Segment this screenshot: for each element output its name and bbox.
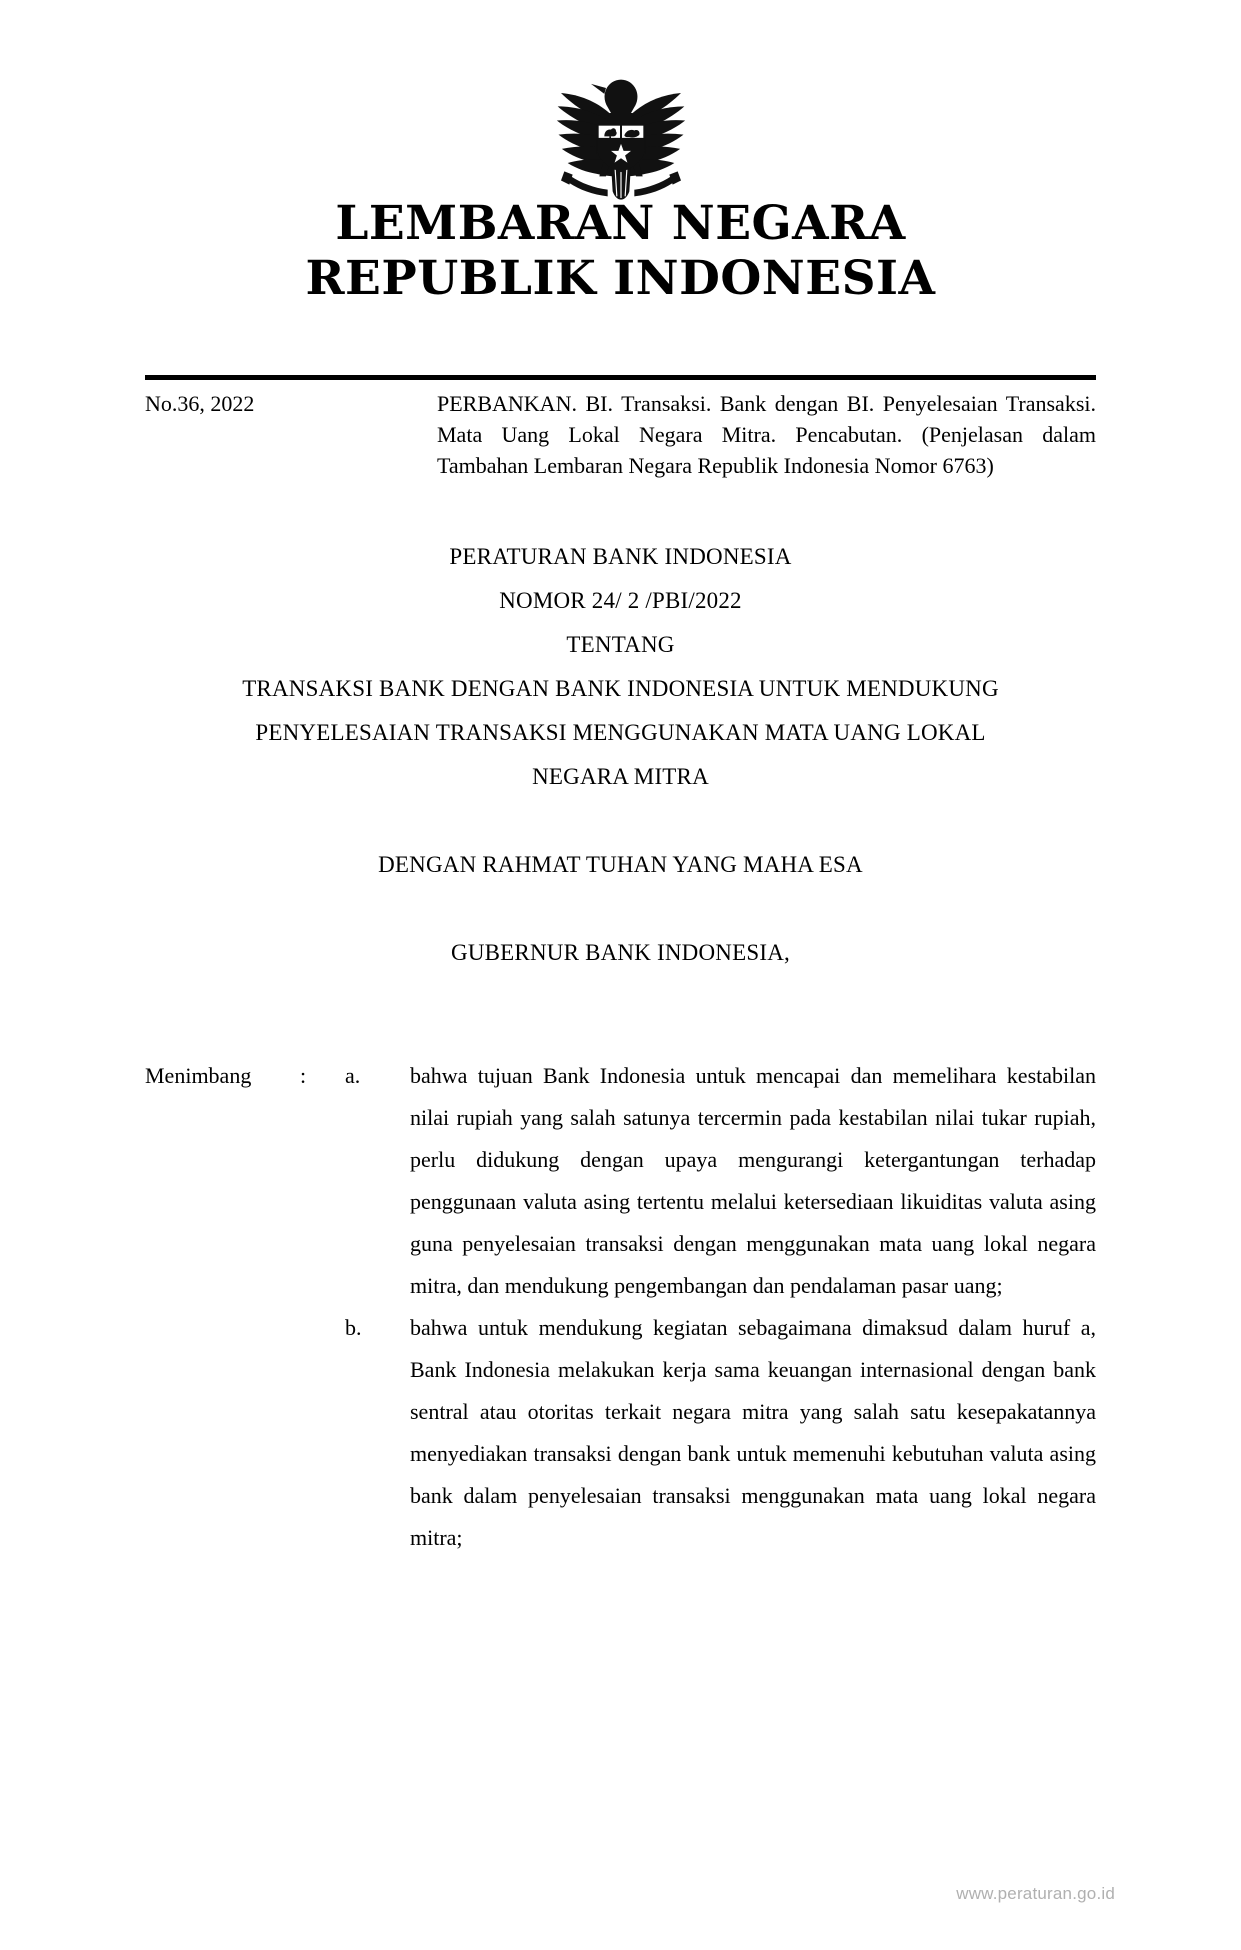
footer-watermark: www.peraturan.go.id bbox=[956, 1884, 1115, 1903]
regulation-number: NOMOR 24/ 2 /PBI/2022 bbox=[499, 588, 742, 613]
divine-invocation: DENGAN RAHMAT TUHAN YANG MAHA ESA bbox=[378, 852, 863, 877]
considering-marker-a: a. bbox=[345, 1063, 361, 1088]
considering-item-b bbox=[145, 1307, 1096, 1559]
gazette-header-row bbox=[145, 388, 1096, 481]
regulation-heading: PERATURAN BANK INDONESIA bbox=[449, 544, 792, 569]
regulation-subject-line-2: PENYELESAIAN TRANSAKSI MENGGUNAKAN MATA UANG LOKAL bbox=[255, 720, 986, 745]
considering-item-a bbox=[145, 1055, 1096, 1307]
gazette-subject-description: PERBANKAN. BI. Transaksi. Bank dengan BI. Penyelesaian Transaksi. Mata Uang Lokal Negara Mitra. Pencabutan. (Penjelasan dalam Tambahan Lembaran Negara Republik Indonesia Nomor 6763) bbox=[437, 391, 1096, 478]
considering-label: Menimbang bbox=[145, 1063, 252, 1088]
considering-section bbox=[145, 1055, 1096, 1559]
emblem-container bbox=[0, 58, 1241, 208]
garuda-pancasila-emblem bbox=[537, 58, 705, 208]
header-divider-rule bbox=[145, 375, 1096, 380]
considering-colon: : bbox=[300, 1063, 307, 1088]
regulation-subject-line-1: TRANSAKSI BANK DENGAN BANK INDONESIA UNTUK MENDUKUNG bbox=[242, 676, 999, 701]
considering-text-a: bahwa tujuan Bank Indonesia untuk mencapai dan memelihara kestabilan nilai rupiah yang salah satunya tercermin pada kestabilan nilai tukar rupiah, perlu didukung dengan upaya mengurangi ketergantungan terhadap penggunaan valuta asing tertentu melalui ketersediaan likuiditas valuta asing guna penyelesaian transaksi dengan menggunakan mata uang lokal negara mitra, dan mendukung pengembangan dan pendalaman pasar uang; bbox=[410, 1063, 1096, 1298]
masthead-line-1: LEMBARAN NEGARA bbox=[335, 196, 906, 251]
considering-marker-b: b. bbox=[345, 1315, 362, 1340]
regulation-subject-line-3: NEGARA MITRA bbox=[532, 764, 709, 789]
about-label: TENTANG bbox=[566, 632, 675, 657]
considering-text-b: bahwa untuk mendukung kegiatan sebagaimana dimaksud dalam huruf a, Bank Indonesia melakukan kerja sama keuangan internasional dengan bank sentral atau otoritas terkait negara mitra yang salah satu kesepakatannya menyediakan transaksi dengan bank untuk memenuhi kebutuhan valuta asing bank dalam penyelesaian transaksi menggunakan mata uang lokal negara mitra; bbox=[410, 1315, 1096, 1550]
issuing-authority: GUBERNUR BANK INDONESIA, bbox=[451, 940, 790, 965]
regulation-title-block bbox=[70, 535, 1171, 975]
gazette-number: No.36, 2022 bbox=[145, 391, 255, 416]
masthead bbox=[0, 196, 1241, 307]
masthead-line-2: REPUBLIK INDONESIA bbox=[305, 251, 936, 307]
